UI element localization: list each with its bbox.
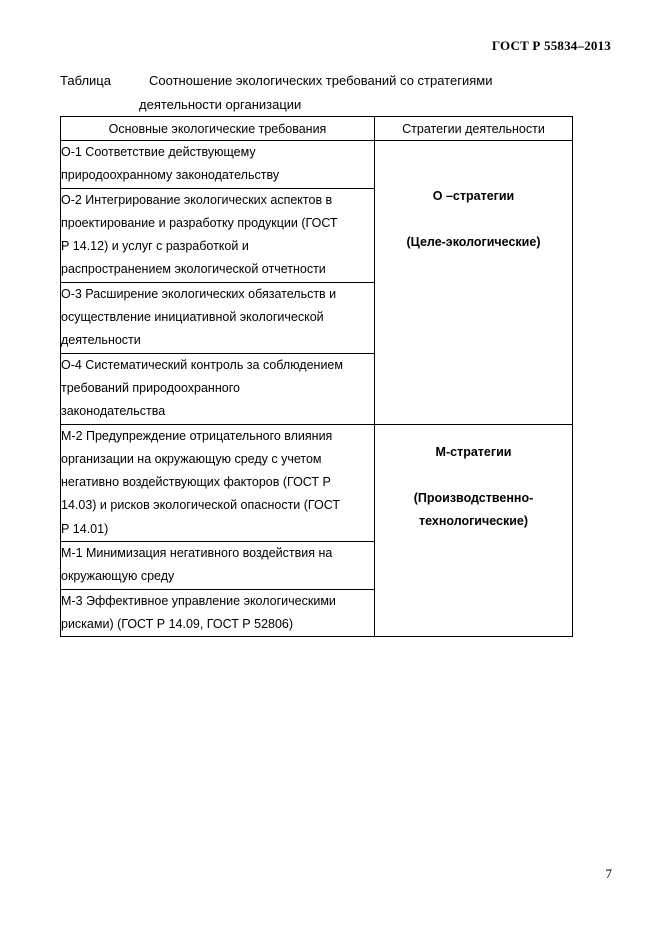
table-title-line-1: Соотношение экологических требований со стратегиями xyxy=(149,73,493,88)
cell-line: законодательства xyxy=(61,404,166,419)
document-header: ГОСТ Р 55834–2013 xyxy=(491,38,611,53)
table-label: Таблица xyxy=(60,73,111,88)
table-row xyxy=(61,141,573,189)
requirement-o3 xyxy=(61,282,375,353)
cell-line: М-3 Эффективное управление экологическими xyxy=(61,593,336,608)
strategy-o-cell xyxy=(375,141,573,425)
header-strategies: Стратегии деятельности xyxy=(375,117,573,141)
cell-line: требований природоохранного xyxy=(61,380,240,395)
strategy-o-description: (Целе-экологические) xyxy=(406,235,541,249)
cell-line: организации на окружающую среду с учетом xyxy=(61,451,322,466)
page-number: 7 xyxy=(605,866,612,881)
strategy-m-cell xyxy=(375,424,573,637)
requirements-strategies-table xyxy=(60,116,573,637)
cell-line: Р 14.01) xyxy=(61,521,109,536)
table-caption xyxy=(60,69,492,117)
cell-line: М-1 Минимизация негативного воздействия на xyxy=(61,546,333,561)
table-header-row xyxy=(61,117,573,141)
table-row xyxy=(61,424,573,541)
requirement-m2 xyxy=(61,424,375,541)
cell-line: негативно воздействующих факторов (ГОСТ Р xyxy=(61,475,331,490)
cell-line: природоохранному законодательству xyxy=(61,168,280,183)
header-requirements: Основные экологические требования xyxy=(61,117,375,141)
requirement-o2 xyxy=(61,188,375,282)
cell-line: О-4 Систематический контроль за соблюдением xyxy=(61,357,343,372)
cell-line: О-1 Соответствие действующему xyxy=(61,145,256,159)
cell-line: 14.03) и рисков экологической опасности (ГОСТ xyxy=(61,498,340,513)
cell-line: рисками) (ГОСТ Р 14.09, ГОСТ Р 52806) xyxy=(61,616,294,631)
strategy-m-description-line-2: технологические) xyxy=(418,513,529,528)
requirement-m1 xyxy=(61,542,375,590)
strategy-m-name: М-стратегии xyxy=(435,444,512,459)
requirement-m3 xyxy=(61,589,375,637)
cell-line: деятельности xyxy=(61,333,141,348)
requirement-o1 xyxy=(61,141,375,189)
requirement-o4 xyxy=(61,353,375,424)
strategy-m-description-line-1: (Производственно- xyxy=(413,490,534,505)
cell-line: окружающую среду xyxy=(61,569,175,584)
cell-line: проектирование и разработку продукции (ГОСТ xyxy=(61,215,338,230)
cell-line: М-2 Предупреждение отрицательного влияния xyxy=(61,428,333,443)
cell-line: О-2 Интегрирование экологических аспектов в xyxy=(61,192,333,207)
strategy-o-name: О –стратегии xyxy=(432,189,515,203)
table-title-line-2: деятельности организации xyxy=(139,97,302,112)
cell-line: Р 14.12) и услуг с разработкой и xyxy=(61,239,249,254)
cell-line: О-3 Расширение экологических обязательств и xyxy=(61,286,337,301)
cell-line: распространением экологической отчетности xyxy=(61,262,326,277)
cell-line: осуществление инициативной экологической xyxy=(61,310,324,325)
